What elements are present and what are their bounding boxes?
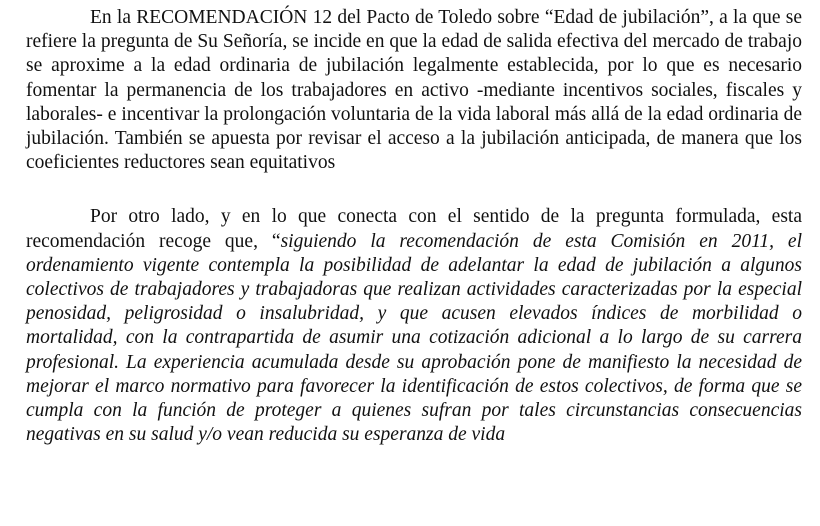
quoted-text: siguiendo la recomendación de esta Comisión en 2011, el ordenamiento vigente contempla la posibilidad de adelantar la edad de jubilación a algunos colectivos de trabajadores y trabajadoras que realizan actividades caracterizadas por la especial penosidad, peligrosidad o insalubridad, y que acusen elevados índices de morbilidad o mortalidad, con la contrapartida de asumir una cotización adicional a lo largo de su carrera profesional. La experiencia acumulada desde su aprobación pone de manifiesto la necesidad de mejorar el marco normativo para favorecer la identificación de estos colectivos, de forma que se cumpla con la función de proteger a quienes sufran por tales circunstancias consecuencias negativas en su salud y/o vean reducida su esperanza de vida bbox=[26, 230, 803, 446]
document-body bbox=[26, 6, 802, 447]
paragraph-intro-text: Por otro lado, y en lo que conecta con el sentido de la pregunta formulada, esta recomendación recoge que, “ bbox=[26, 206, 802, 252]
paragraph-quoted-recommendation bbox=[26, 205, 802, 447]
paragraph-recommendation-12: En la RECOMENDACIÓN 12 del Pacto de Toledo sobre “Edad de jubilación”, a la que se refiere la pregunta de Su Señoría, se incide en que la edad de salida efectiva del mercado de trabajo se aproxime a la edad ordinaria de jubilación legalmente establecida, por lo que es necesario fomentar la permanencia de los trabajadores en activo -mediante incentivos sociales, fiscales y laborales- e incentivar la prolongación voluntaria de la vida laboral más allá de la edad ordinaria de jubilación. También se apuesta por revisar el acceso a la jubilación anticipada, de manera que los coeficientes reductores sean equitativos bbox=[26, 7, 802, 174]
